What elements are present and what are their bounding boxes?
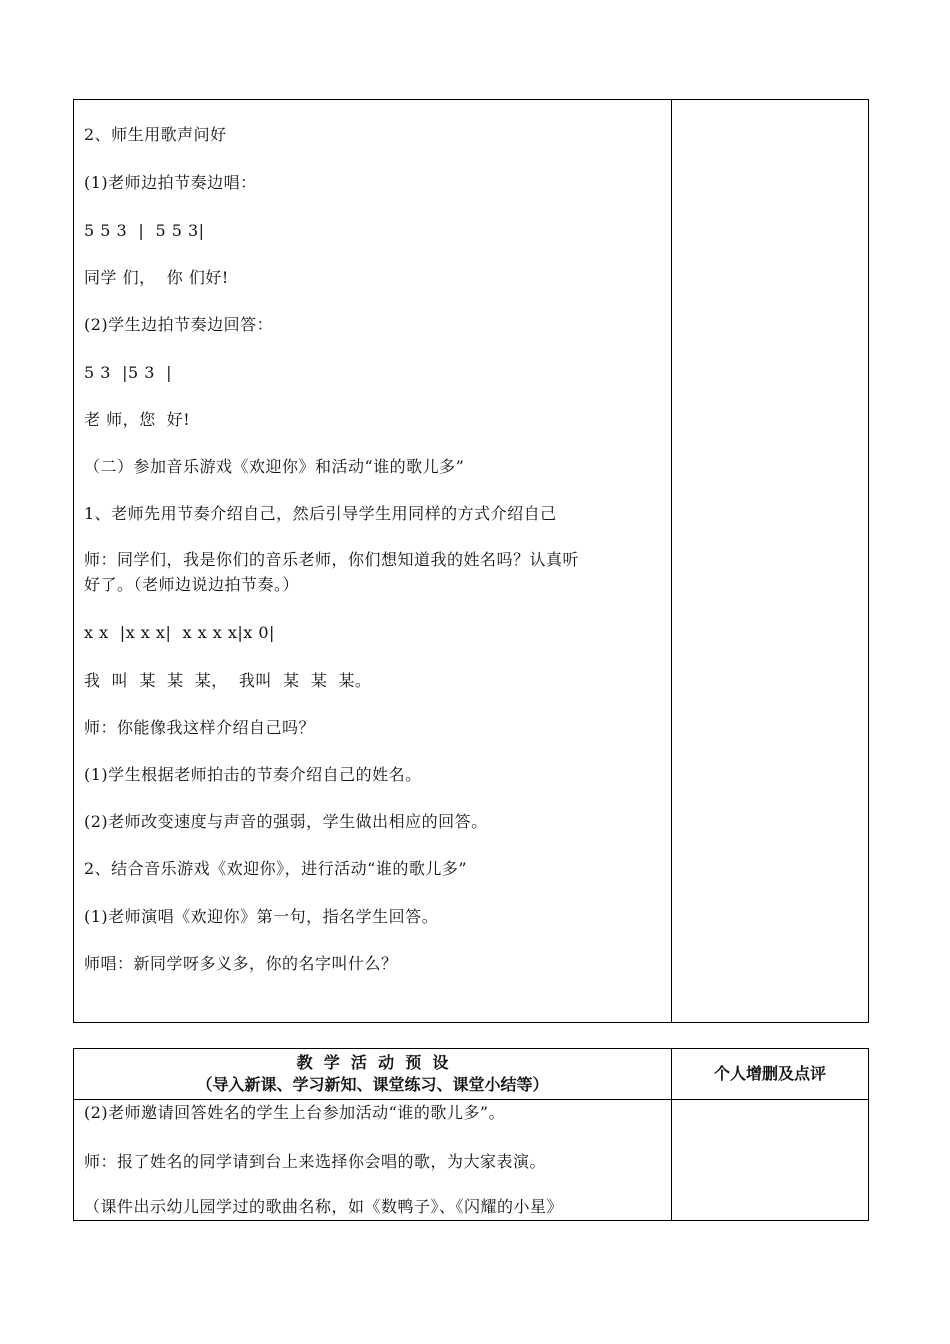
text-line: 师：同学们，我是你们的音乐老师，你们想知道我的姓名吗？认真听 xyxy=(84,550,580,569)
text-line: 2、师生用歌声问好 xyxy=(84,125,227,144)
text-line: 5 5 3 | 5 5 3| xyxy=(84,221,205,240)
text-line: 师：报了姓名的同学请到台上来选择你会唱的歌，为大家表演。 xyxy=(84,1152,547,1171)
text-line: 同学 们， 你 们好! xyxy=(84,268,229,287)
text-line: (1)学生根据老师拍击的节奏介绍自己的姓名。 xyxy=(84,765,422,784)
header-subtitle: （导入新课、学习新知、课堂练习、课堂小结等） xyxy=(196,1075,549,1094)
text-line: 5 3 |5 3 | xyxy=(84,363,173,382)
text-line: 师唱：新同学呀多义多，你的名字叫什么？ xyxy=(84,954,398,973)
header-title: 教 学 活 动 预 设 xyxy=(296,1053,449,1072)
header-personal-notes: 个人增删及点评 xyxy=(713,1064,826,1083)
text-line: （二）参加音乐游戏《欢迎你》和活动“谁的歌儿多” xyxy=(84,457,465,476)
text-line: 2、结合音乐游戏《欢迎你》，进行活动“谁的歌儿多” xyxy=(84,859,468,878)
text-line: 老 师，您 好! xyxy=(84,410,191,429)
text-line: （课件出示幼儿园学过的歌曲名称，如《数鸭子》、《闪耀的小星》 xyxy=(84,1197,564,1216)
text-line: (1)老师演唱《欢迎你》第一句，指名学生回答。 xyxy=(84,907,439,926)
text-line: 1、老师先用节奏介绍自己，然后引导学生用同样的方式介绍自己 xyxy=(84,504,557,523)
text-line: (1)老师边拍节奏边唱： xyxy=(84,173,257,192)
text-line: (2)老师邀请回答姓名的学生上台参加活动“谁的歌儿多”。 xyxy=(84,1103,506,1122)
header-divider xyxy=(74,1099,868,1100)
text-line: x x |x x x| x x x x|x 0| xyxy=(84,623,275,642)
lesson-table-2 xyxy=(73,1048,869,1221)
lesson-table-1 xyxy=(73,99,869,1023)
text-line: 好了。（老师边说边拍节奏。） xyxy=(84,575,300,594)
text-line: (2)学生边拍节奏边回答： xyxy=(84,315,274,334)
text-line: 我 叫 某 某 某， 我叫 某 某 某。 xyxy=(84,671,372,690)
column-divider xyxy=(671,100,672,1022)
text-line: 师：你能像我这样介绍自己吗？ xyxy=(84,718,316,737)
text-line: (2)老师改变速度与声音的强弱，学生做出相应的回答。 xyxy=(84,812,488,831)
